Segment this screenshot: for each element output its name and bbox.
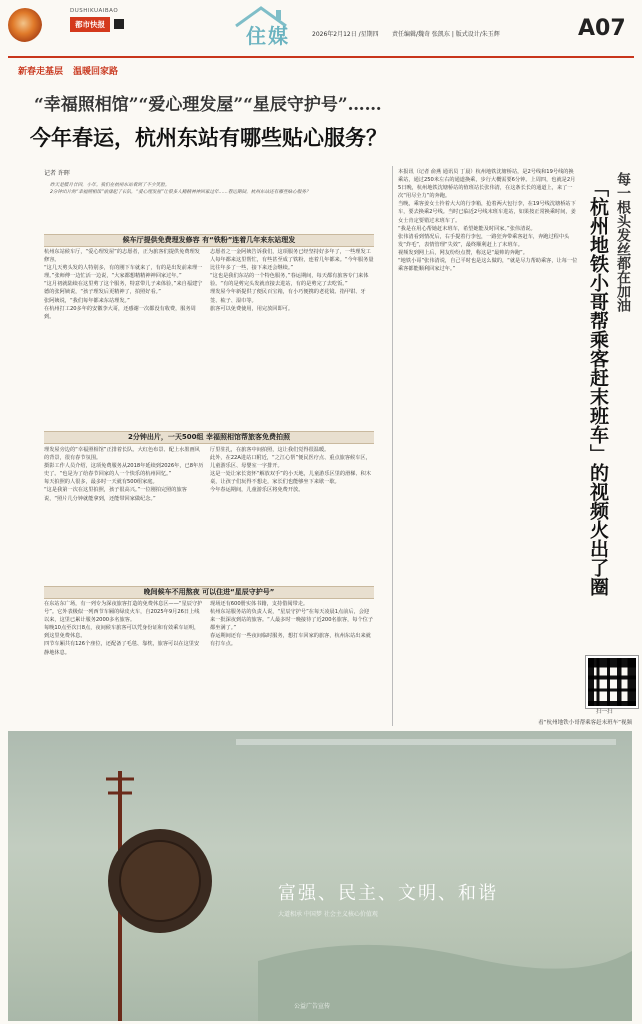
headline-title: 今年春运，杭州东站有哪些贴心服务？ [30, 126, 387, 150]
masthead-rule [8, 56, 634, 58]
ad-slogan: 富强、民主、文明、和谐 [278, 883, 498, 904]
column-divider [392, 166, 393, 726]
ad-footer: 公益广告宣传 [294, 1003, 331, 1010]
side-story-kicker: 每一根头发丝都在加油 [615, 172, 631, 312]
qr-code[interactable] [586, 656, 638, 708]
editor-line: 责任编辑/魏奇 张凯东 | 版式设计/朱玉辉 [392, 31, 500, 38]
section1-left-text: 杭州东站候车厅，“爱心理发屋”的志愿者，正为旅客们提供免费理发修容。 “这几天剪头发的人特别多，有的刚下车就来了，有的是出发前来理一理。”张师傅一边忙活一边说，“大家都想精精神神回家过年。” “这月初就陆续在这里剪了这个服务，特意带儿子来体验，”来自福建宁德的张阿姨说，“孩子理发后更精神了，拍照好看。” 张阿姨说，“我们每年都来东站理发。” 在杭州打工20多年的安徽李大哥，还感谢一次都没有收费，服务周到。 [44, 249, 203, 320]
section-heading-3: 晚间候车不用熬夜 可以住进“星辰守护号” [44, 586, 374, 599]
page-number: A07 [578, 16, 626, 41]
lead-paragraph: 昨天是腊月廿四，小年。我们在杭州东站看到了不少笑脸。 2分钟出片的“幸福照相馆”前排起了长队，“爱心理发屋”让很多人精精神神回家过年……春运期间，杭州东站还有哪些贴心服务？ [50, 183, 311, 195]
byline: 记者 许晖 [44, 170, 70, 177]
public-service-ad [8, 731, 632, 1021]
qr-caption: 扫一扫 [596, 709, 613, 715]
masthead-small-top: DUSHIKUAIBAO [70, 8, 119, 14]
section-heading-2: 2分钟出片，一天500组 幸福照相馆帮旅客免费拍照 [44, 431, 374, 444]
tag-spring: 新春走基层 [18, 67, 64, 77]
section1-right-text: 志愿者之一金阿姨告诉我们，这项服务已经坚持好多年了，一些理发工人每年都来这里帮忙，有些甚至成了铁粉，连着几年都来。“今年服务量比往年多了一些，接下来还会继续。” “这也是我们东站的一个特色服务，”春运期间，每天都有旅客专门来体验。“有的是剪完头发就直接去进站，有的是剪完了去吃饭。” 理发屋今年新提供了便民百宝箱，有小巧便携的老花镜、指甲钳、牙签、梳子、湿巾等。 旅客可以免费使用，用完放回即可。 [210, 249, 374, 312]
side-story-title: 「杭州地铁小哥帮乘客赶末班车」的视频火出了圈 [587, 178, 609, 596]
section3-right-text: 现场还有600册实体书籍，支持借阅带走。 杭州东站服务站的负责人说，“星辰守护号”在每天凌晨1点前后，会迎来一批深夜到站的旅客。“人最多时一晚接待了近200名旅客，每个位子都坐满了。” 春运期间还有一些夜间临时服务，想打车回家的旅客，杭州东站出来就有打车点。 [210, 601, 374, 648]
paper-logo [8, 8, 42, 42]
video-caption: 看“杭州地铁小哥帮乘客赶末班车”视频 [538, 720, 632, 726]
headline-subtitle: “幸福照相馆”“爱心理发屋”“星辰守护号”…… [34, 95, 382, 115]
side-story-text: 本报讯（记者 俞燕 通讯员 丁晨）杭州地铁沈塘桥站，是2号线和19号线的换乘站，通过250米左右的通道换乘，步行大概需要6分钟。上周四，也就是2月5日晚，杭州地铁沈塘桥站的值班站长张伟清，在这条长长的通道上，来了一次“用尽全力”的奔跑。 当晚，乘客姜女士拎着大大的行李箱，抢着两大包行李，在19号线沈塘桥站下车，要去换乘2号线。当时已临近2号线末班车进站，如果按正常换乘时间，姜女士肯定要错过末班车了。 “我是在用心帮她赶末班车，希望她能及时回家。”张伟清说。 张伟清看到情况后，右手提着行李包，一路狂奔带乘客赶车，奔跑过程中头发“炸毛”，表情管理“失效”，最终顺利赶上了末班车。 视频发到网上后，网友纷纷点赞，称这是“最帅的奔跑”。 “地铁小哥”张伟清说，自己平时也是这么做的，“就是尽力帮助乘客，让每一位乘客都能顺利回家过年。” [398, 169, 578, 273]
date-line: 2026年2月12日 /星期四 [312, 31, 379, 38]
tag-warm: 温暖回家路 [73, 67, 119, 77]
section2-left-text: 理发屋旁边的“幸福照相馆”正排着长队。大红色布景、配上水墨画风的背景，很有春节氛围。 摄影工作人员介绍，这项免费服务从2018年延续到2026年，已8年历史了。“也是为了给春节回家的人一个快乐的杭州回忆。” 每天拍照的人很多，最多时一天就有500组家庭。 “这是我第一次在这里拍照，孩子很高兴。”一位刚拍完照的旅客说，“照片几分钟就能拿到，还能带回家做纪念。” [44, 447, 204, 502]
ad-artwork [8, 731, 632, 1021]
section-name: 住媒 [246, 24, 290, 48]
paper-mark-icon [114, 19, 124, 29]
section-heading-1: 候车厅提供免费理发修容 有“铁粉”连着几年来东站理发 [44, 234, 374, 247]
section2-right-text: 厅里驻扎，在旅客中间拍照，这让我们觉得很温暖。 此外，在22A进站口附近，“之江心帮”便民医疗点、重点旅客候车区，儿童游乐区、母婴室一字排开。 这是一处让家长宽怀“解放双手”的小天地，儿童游乐区里的滑梯、积木桌，让孩子们玩得不想走，家长们也能够坐下来歇一歇。 今年春运期间，儿童游乐区将免费开放。 [210, 447, 372, 494]
ad-sub-slogan: 大道相承 中国梦 社会主义核心价值观 [278, 911, 378, 918]
ad-top-strip [236, 739, 616, 745]
section3-left-text: 在东站东广场，有一列专为深夜旅客打造的免费休息区——“星辰守护号”。它外表极似一列西节车厢的绿皮火车，自2025年9月26日上线以来，这里已累计服务2000多名旅客。 每晚10点至次日8点，夜间候车旅客可以凭身份证和有效乘车证明，到这里免费休息。 四节车厢共有126个座位，还配备了毛毯、靠枕，旅客可以在这里安静地休息。 [44, 601, 203, 656]
paper-name: 都市快报 [70, 17, 110, 32]
